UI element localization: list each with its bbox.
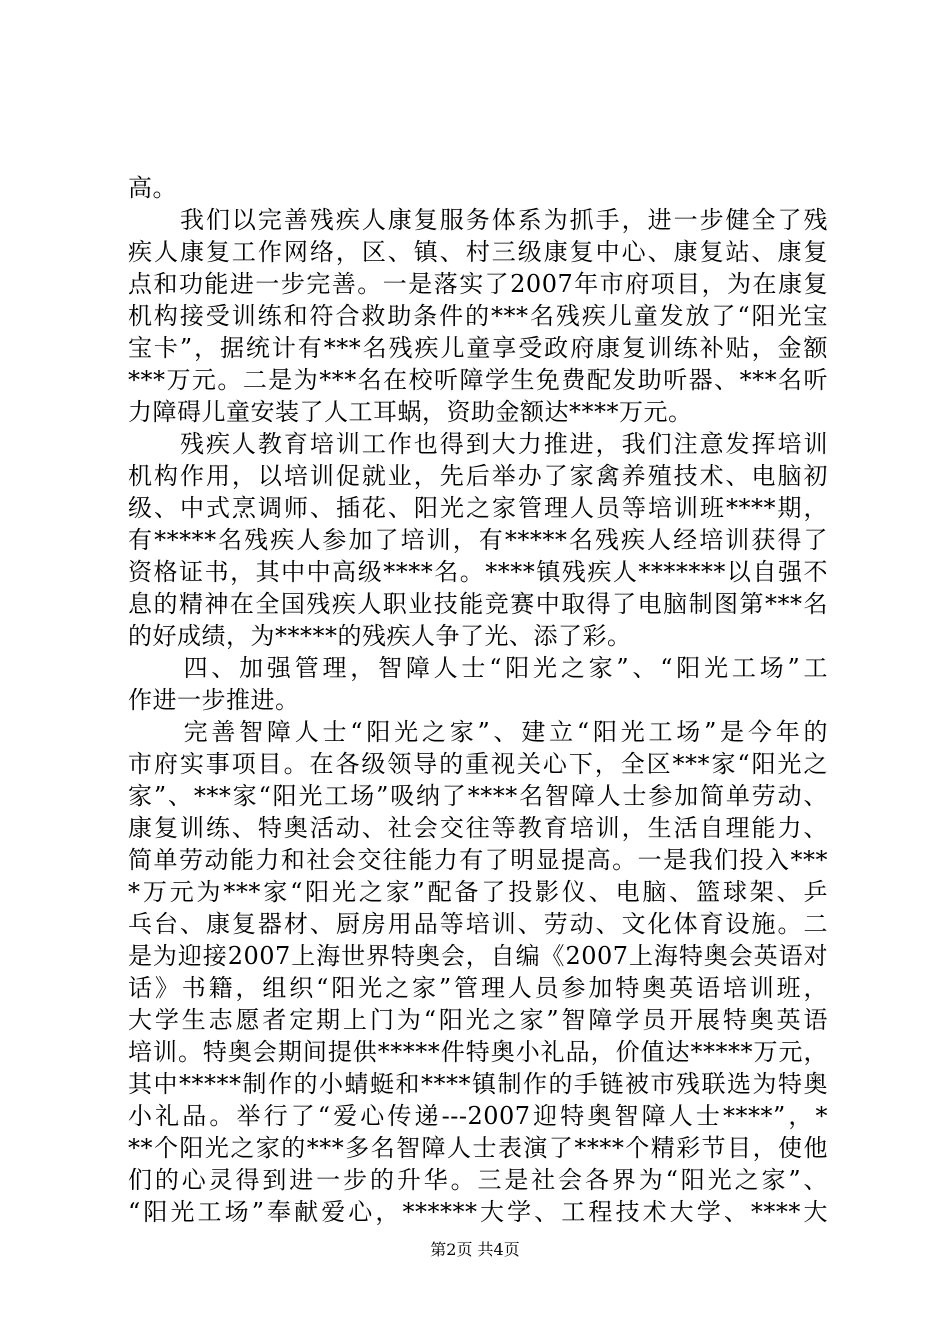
text-line: 培训。特奥会期间提供*****件特奥小礼品，价值达*****万元，: [128, 1038, 828, 1066]
text-line: 们的心灵得到进一步的升华。三是社会各界为“阳光之家”、: [128, 1166, 828, 1194]
text-line: 资格证书，其中中高级****名。****镇残疾人*******以自强不: [128, 558, 828, 586]
text-line: ***万元。二是为***名在校听障学生免费配发助听器、***名听: [128, 366, 828, 394]
text-line: 级、中式烹调师、插花、阳光之家管理人员等培训班****期，: [128, 494, 828, 522]
text-line: “阳光工场”奉献爱心，******大学、工程技术大学、****大: [128, 1198, 828, 1226]
text-line: 作进一步推进。: [128, 686, 300, 714]
text-line: *万元为***家“阳光之家”配备了投影仪、电脑、篮球架、乒: [128, 878, 828, 906]
text-line: 有*****名残疾人参加了培训，有*****名残疾人经培训获得了: [128, 526, 828, 554]
page-footer: 第2页 共4页: [430, 1240, 520, 1259]
text-line: 残疾人教育培训工作也得到大力推进，我们注意发挥培训: [128, 430, 828, 458]
text-line: 高。: [128, 174, 177, 202]
text-line: 家”、***家“阳光工场”吸纳了****名智障人士参加简单劳动、: [128, 782, 828, 810]
text-line: 机构接受训练和符合救助条件的***名残疾儿童发放了“阳光宝: [128, 302, 828, 330]
text-line: 点和功能进一步完善。一是落实了2007年市府项目，为在康复: [128, 270, 828, 298]
text-line: 康复训练、特奥活动、社会交往等教育培训，生活自理能力、: [128, 814, 828, 842]
text-line: 简单劳动能力和社会交往能力有了明显提高。一是我们投入***: [128, 846, 828, 874]
text-line: 机构作用，以培训促就业，先后举办了家禽养殖技术、电脑初: [128, 462, 828, 490]
text-line: 市府实事项目。在各级领导的重视关心下，全区***家“阳光之: [128, 750, 828, 778]
text-line: 大学生志愿者定期上门为“阳光之家”智障学员开展特奥英语: [128, 1006, 828, 1034]
text-line: 完善智障人士“阳光之家”、建立“阳光工场”是今年的: [128, 718, 828, 746]
text-line: 小礼品。举行了“爱心传递---2007迎特奥智障人士****”，*: [128, 1102, 828, 1130]
text-line: 我们以完善残疾人康复服务体系为抓手，进一步健全了残: [128, 206, 828, 234]
text-line: 宝卡”，据统计有***名残疾儿童享受政府康复训练补贴，金额: [128, 334, 828, 362]
text-line: 息的精神在全国残疾人职业技能竞赛中取得了电脑制图第***名: [128, 590, 828, 618]
text-line: 力障碍儿童安装了人工耳蜗，资助金额达****万元。: [128, 398, 693, 426]
text-line: 其中*****制作的小蜻蜓和****镇制作的手链被市残联选为特奥: [128, 1070, 828, 1098]
text-line: **个阳光之家的***多名智障人士表演了****个精彩节目，使他: [128, 1134, 828, 1162]
text-line: 的好成绩，为*****的残疾人争了光、添了彩。: [128, 622, 632, 650]
text-line: 四、加强管理，智障人士“阳光之家”、“阳光工场”工: [128, 654, 828, 682]
text-line: 话》书籍，组织“阳光之家”管理人员参加特奥英语培训班，: [128, 974, 828, 1002]
document-body: [128, 172, 828, 1228]
text-line: 是为迎接2007上海世界特奥会，自编《2007上海特奥会英语对: [128, 942, 828, 970]
text-line: 疾人康复工作网络，区、镇、村三级康复中心、康复站、康复: [128, 238, 828, 266]
text-line: 乓台、康复器材、厨房用品等培训、劳动、文化体育设施。二: [128, 910, 828, 938]
